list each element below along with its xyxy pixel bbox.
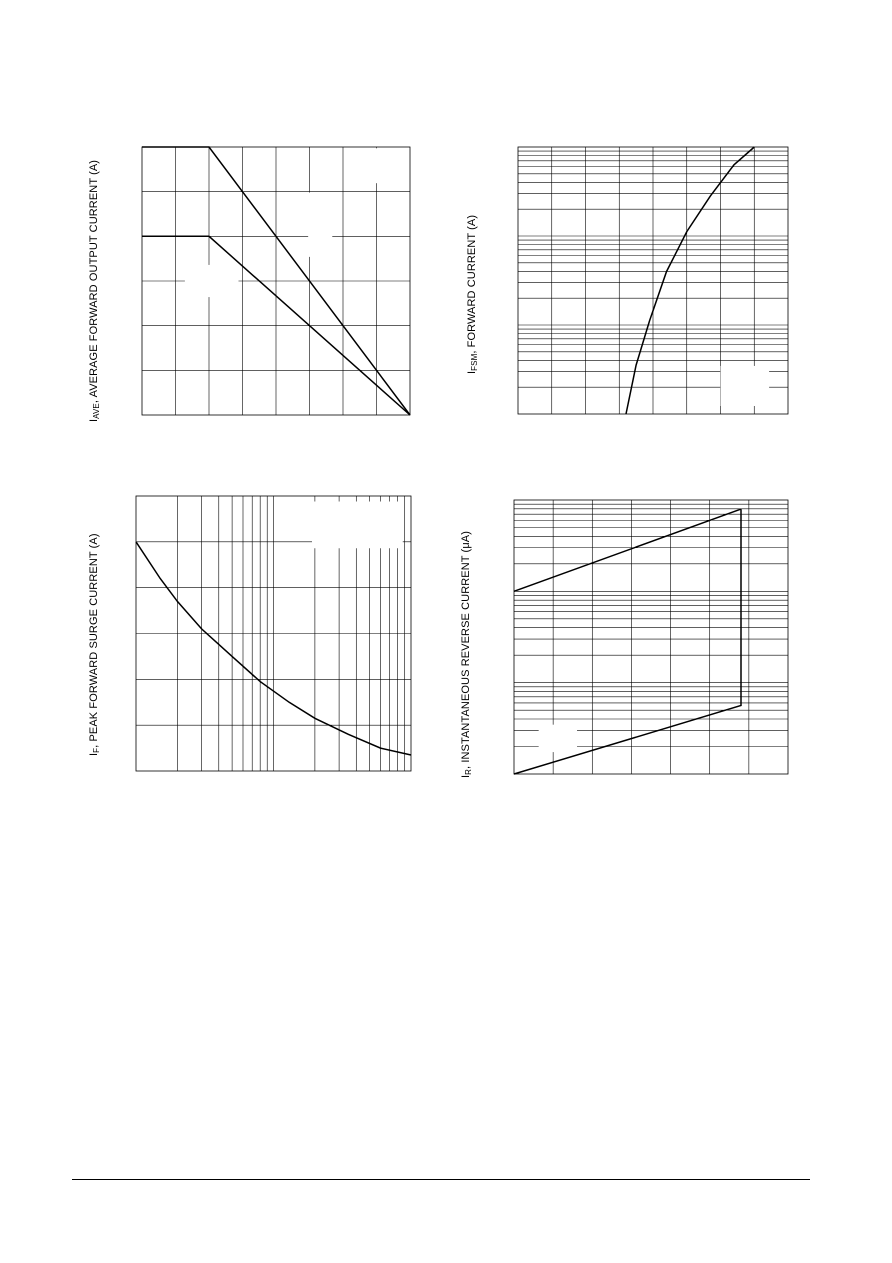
- chart-4-blank-area: [539, 725, 577, 752]
- chart2-y-axis-label: $I_{FSM}$, FORWARD CURRENT (A): [466, 214, 479, 374]
- chart-4: [514, 500, 788, 774]
- chart4-y-axis-label: $I_R$, INSTANTANEOUS REVERSE CURRENT (μA): [460, 531, 473, 778]
- chart-1: [142, 147, 410, 415]
- chart3-y-axis-label: $I_F$, PEAK FORWARD SURGE CURRENT (A): [88, 533, 101, 756]
- chart-2-blank-area: [721, 366, 770, 406]
- chart-3-blank-area: [312, 502, 403, 549]
- footer-rule: [72, 1179, 810, 1180]
- chart-3: [136, 496, 411, 771]
- chart-1-blank-area: [185, 265, 239, 297]
- chart-4-series-1: [514, 509, 741, 591]
- chart1-y-axis-label: $I_{AVE}$, AVERAGE FORWARD OUTPUT CURRENT (A): [88, 159, 101, 422]
- chart-1-blank-area: [308, 193, 332, 257]
- chart-2: [518, 147, 788, 414]
- chart-1-grid: [142, 147, 410, 415]
- chart-1-blank-area: [375, 148, 402, 183]
